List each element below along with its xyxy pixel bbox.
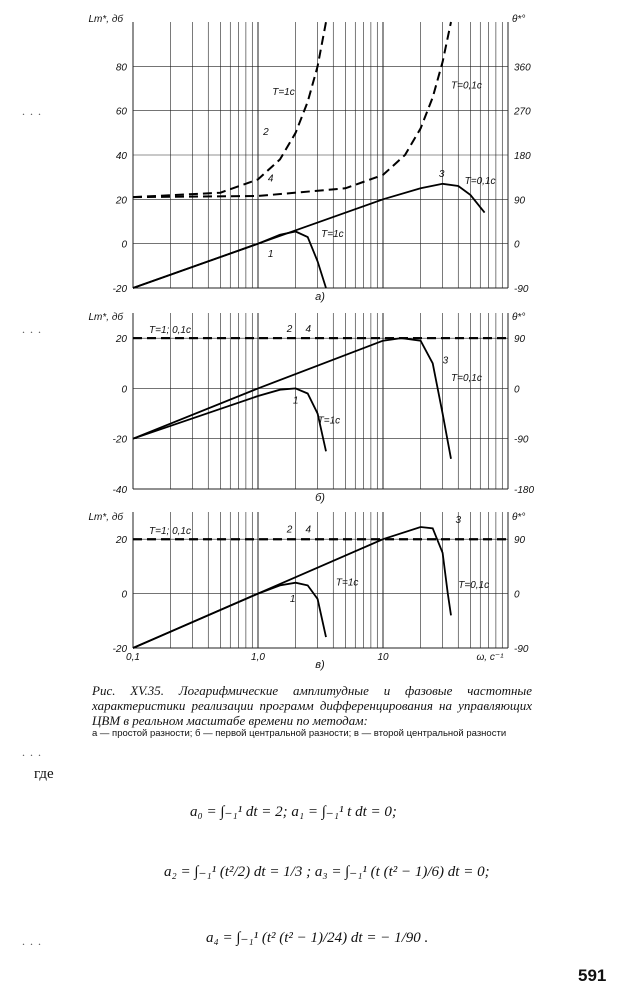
right-tick-label: 0 (514, 384, 520, 396)
panel-label: а) (315, 291, 325, 303)
x-tick-label: 1,0 (251, 652, 265, 663)
series-1-curve (133, 583, 326, 648)
left-axis-label: Lm*, дб (88, 14, 123, 25)
series-period-label: T=1c (317, 415, 341, 427)
curve-number-label: 2 (286, 323, 293, 335)
curve-number-label: 4 (267, 173, 274, 185)
series-period-label: T=0,1c (451, 372, 482, 384)
right-axis-label: θ*° (512, 14, 526, 25)
figure-caption-note: а — простой разности; б — первой центральной разности; в — второй центральной разности (92, 728, 507, 739)
right-tick-label: -180 (514, 485, 535, 496)
left-tick-label: -40 (112, 485, 127, 496)
body-word-where: где (34, 766, 54, 782)
right-tick-label: 90 (514, 334, 526, 346)
period-annotation: T=1; 0,1c (149, 525, 191, 537)
left-tick-label: -20 (112, 644, 127, 655)
series-period-label: T=1c (321, 229, 344, 241)
curve-number-label: 3 (442, 355, 449, 367)
x-tick-label: 10 (377, 652, 389, 663)
right-tick-label: -90 (514, 284, 529, 295)
right-tick-label: 360 (514, 62, 531, 74)
left-tick-label: 0 (121, 589, 127, 601)
equation-a2-a3: a₂ = ∫₋₁¹ (t²/2) dt = 1/3 ; a₃ = ∫₋₁¹ (t (t² − 1)/6) dt = 0; (164, 864, 490, 880)
series-3-curve (133, 527, 451, 648)
right-tick-label: 270 (514, 106, 531, 118)
margin-mark: . . . (22, 745, 42, 759)
panel-label: в) (315, 659, 325, 671)
right-tick-label: 180 (514, 151, 531, 162)
left-tick-label: 0 (121, 239, 127, 251)
right-tick-label: 90 (514, 195, 526, 207)
panel-label: б) (315, 492, 325, 504)
equation-a4: a₄ = ∫₋₁¹ (t² (t² − 1)/24) dt = − 1/90 . (206, 930, 429, 946)
curve-number-label: 1 (267, 248, 274, 260)
margin-mark: . . . (22, 934, 42, 948)
series-period-label: T=0,1c (451, 80, 482, 92)
curve-number-label: 1 (289, 593, 296, 605)
left-tick-label: 60 (115, 106, 127, 118)
left-tick-label: 40 (115, 151, 127, 162)
left-tick-label: 20 (115, 195, 127, 207)
left-tick-label: 0 (121, 384, 127, 396)
left-tick-label: 80 (115, 62, 127, 74)
curve-number-label: 1 (292, 395, 299, 407)
margin-mark: . . . (22, 104, 42, 118)
right-tick-label: -90 (514, 434, 529, 446)
series-2-curve (133, 22, 326, 197)
series-period-label: T=0,1c (464, 175, 496, 187)
curve-number-label: 2 (263, 127, 269, 139)
curve-number-label: 4 (305, 524, 312, 536)
curve-number-label: 2 (286, 524, 293, 536)
margin-mark: . . . (22, 322, 42, 336)
left-tick-label: -20 (112, 434, 127, 446)
period-annotation: T=1; 0,1c (149, 325, 191, 337)
curve-number-label: 3 (455, 514, 462, 526)
right-tick-label: -90 (514, 644, 529, 655)
right-tick-label: 90 (514, 535, 526, 547)
series-period-label: T=0,1c (458, 580, 490, 592)
left-tick-label: 20 (115, 334, 127, 346)
x-axis-label: ω, c⁻¹ (476, 652, 504, 663)
left-axis-label: Lm*, дб (88, 512, 123, 523)
right-tick-label: 0 (514, 589, 520, 601)
series-1-curve (133, 232, 326, 289)
page-number: 591 (578, 966, 607, 985)
left-tick-label: -20 (112, 284, 127, 295)
left-tick-label: 20 (115, 535, 127, 547)
curve-number-label: 4 (305, 323, 312, 335)
curve-number-label: 3 (438, 169, 445, 181)
series-4-curve (133, 22, 451, 197)
series-period-label: T=1c (335, 577, 359, 589)
right-axis-label: θ*° (512, 512, 526, 523)
x-tick-label: 0,1 (126, 652, 140, 663)
series-period-label: T=1c (272, 87, 295, 99)
right-axis-label: θ*° (512, 312, 526, 323)
figure-caption: Рис. XV.35. Логарифмические амплитудные и фазовые частотные характеристики реализации программ дифференцирования на управляющих ЦВМ в реальном масштабе времени по методам: (92, 683, 532, 728)
equation-a0-a1: a₀ = ∫₋₁¹ dt = 2; a₁ = ∫₋₁¹ t dt = 0; (190, 804, 397, 820)
left-axis-label: Lm*, дб (88, 312, 123, 323)
right-tick-label: 0 (514, 239, 520, 251)
